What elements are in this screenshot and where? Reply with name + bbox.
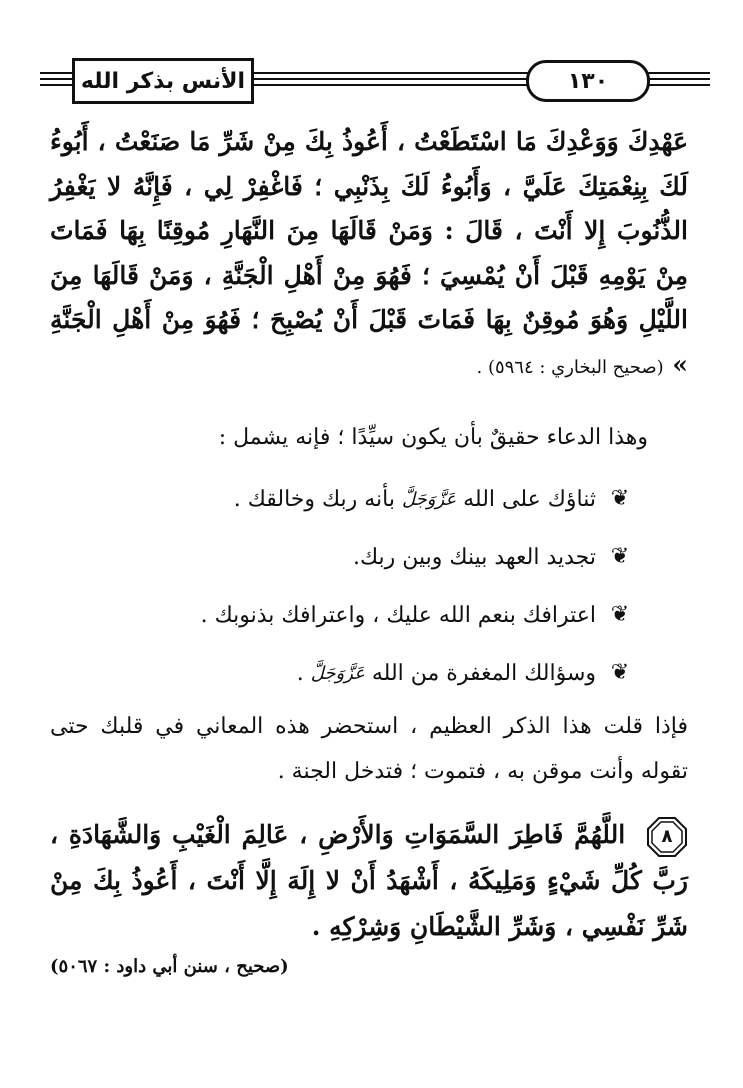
honorific: عَزَّوَجَلَّ [402, 488, 457, 510]
wreath-icon: ❦ [610, 544, 630, 569]
wreath-icon: ❦ [610, 602, 630, 627]
wreath-icon: ❦ [610, 660, 630, 685]
list-item [50, 644, 688, 702]
honorific: عَزَّوَجَلَّ [310, 662, 365, 684]
list-item [50, 586, 688, 644]
dua-text [50, 812, 688, 950]
hadith-text [50, 120, 688, 390]
bullet-list [50, 470, 688, 702]
list-item [50, 470, 688, 528]
wreath-icon: ❦ [610, 486, 630, 511]
intro-sentence: وهذا الدعاء حقيقٌ بأن يكون سيِّدًا ؛ فإنه يشمل : [218, 425, 648, 450]
bullet-text: تجديد العهد بينك وبين ربك. [353, 544, 596, 570]
bullet-text: اعترافك بنعم الله عليك ، واعترافك بذنوبك . [200, 602, 596, 628]
dua-body: اللَّهُمَّ فَاطِرَ السَّمَوَاتِ وَالأَرْضِ ، عَالِمَ الْغَيْبِ وَالشَّهَادَةِ ، رَبَّ كُلِّ شَيْءٍ وَمَلِيكَهُ ، أَشْهَدُ أَنْ لا إِلَهَ إِلَّا أَنْتَ ، أَعُوذُ بِكَ مِنْ شَرِّ نَفْسِي ، وَشَرِّ الشَّيْطَانِ وَشِرْكِهِ . [50, 820, 688, 941]
bullet-text: ثناؤك على الله [463, 486, 596, 512]
list-item [50, 528, 688, 586]
bullet-text: . [296, 660, 304, 686]
page-header [40, 56, 710, 104]
dua-number: ٨ [661, 825, 673, 847]
hadith-reference: (صحيح البخاري : ٥٩٦٤) . [476, 356, 664, 378]
octagon-frame-icon [646, 816, 688, 858]
book-title: الأنس بذكر الله [72, 58, 254, 104]
bullet-text: بأنه ربك وخالقك . [233, 486, 396, 512]
page-number: ١٣٠ [526, 60, 650, 102]
dua-reference: (صحيح ، سنن أبي داود : ٥٠٦٧) [50, 956, 289, 977]
body-paragraph: فإذا قلت هذا الذكر العظيم ، استحضر هذه المعاني في قلبك حتى تقوله وأنت موقن به ، فتموت ؛ فتدخل الجنة . [50, 714, 688, 784]
bullet-text: وسؤالك المغفرة من الله [371, 660, 596, 686]
hadith-body: عَهْدِكَ وَوَعْدِكَ مَا اسْتَطَعْتُ ، أَعُوذُ بِكَ مِنْ شَرِّ مَا صَنَعْتُ ، أَبُوءُ لَكَ بِنِعْمَتِكَ عَلَيَّ ، وَأَبُوءُ لَكَ بِذَنْبِي ؛ فَاغْفِرْ لِي ، فَإِنَّهُ لا يَغْفِرُ الذُّنُوبَ إِلا أَنْتَ ، قَالَ : وَمَنْ قَالَهَا مِنَ النَّهَارِ مُوقِنًا بِهَا فَمَاتَ مِنْ يَوْمِهِ قَبْلَ أَنْ يُمْسِيَ ؛ فَهُوَ مِنْ أَهْلِ الْجَنَّةِ ، وَمَنْ قَالَهَا مِنَ اللَّيْلِ وَهُوَ مُوقِنٌ بِهَا فَمَاتَ قَبْلَ أَنْ يُصْبِحَ ؛ فَهُوَ مِنْ أَهْلِ الْجَنَّةِ » [50, 127, 688, 379]
